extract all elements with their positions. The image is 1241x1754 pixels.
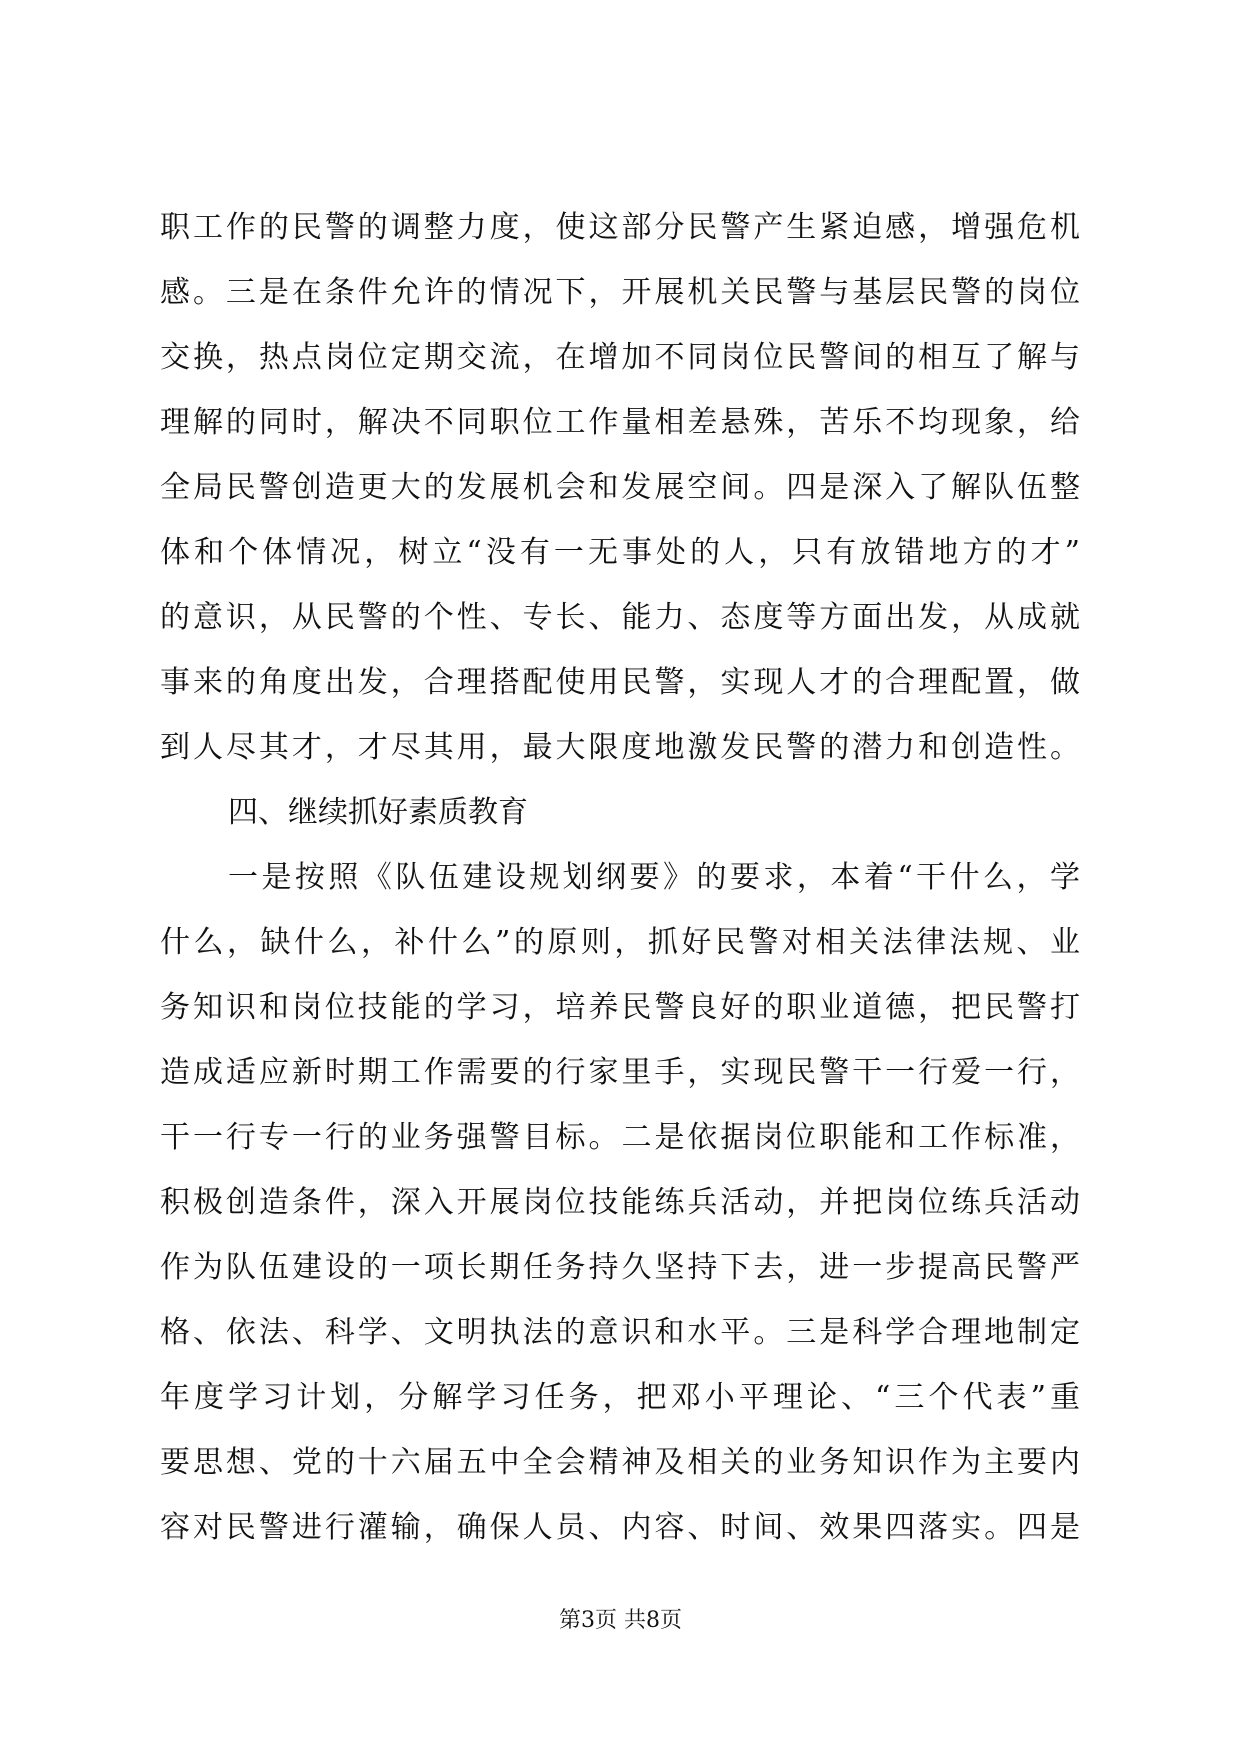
text-line: 的意识，从民警的个性、专长、能力、态度等方面出发，从成就	[160, 600, 1080, 635]
text-line: 容对民警进行灌输，确保人员、内容、时间、效果四落实。四是	[160, 1510, 1080, 1545]
text-line: 格、依法、科学、文明执法的意识和水平。三是科学合理地制定	[160, 1315, 1080, 1350]
text-line: 到人尽其才，才尽其用，最大限度地激发民警的潜力和创造性。	[160, 730, 1080, 765]
text-line: 务知识和岗位技能的学习，培养民警良好的职业道德，把民警打	[160, 990, 1080, 1025]
text-line: 全局民警创造更大的发展机会和发展空间。四是深入了解队伍整	[160, 470, 1080, 505]
text-line: 干一行专一行的业务强警目标。二是依据岗位职能和工作标准，	[160, 1120, 1080, 1155]
text-line: 作为队伍建设的一项长期任务持久坚持下去，进一步提高民警严	[160, 1250, 1080, 1285]
text-line: 要思想、党的十六届五中全会精神及相关的业务知识作为主要内	[160, 1445, 1080, 1480]
section-heading: 四、继续抓好素质教育	[228, 795, 528, 830]
text-line: 什么，缺什么，补什么”的原则，抓好民警对相关法律法规、业	[160, 925, 1080, 960]
text-line: 年度学习计划，分解学习任务，把邓小平理论、“三个代表”重	[160, 1380, 1080, 1415]
text-line: 交换，热点岗位定期交流，在增加不同岗位民警间的相互了解与	[160, 340, 1080, 375]
text-line: 职工作的民警的调整力度，使这部分民警产生紧迫感，增强危机	[160, 210, 1080, 245]
text-line: 事来的角度出发，合理搭配使用民警，实现人才的合理配置，做	[160, 665, 1080, 700]
body-text	[160, 208, 1080, 1573]
page-number-footer: 第3页 共8页	[559, 1608, 682, 1633]
text-line: 感。三是在条件允许的情况下，开展机关民警与基层民警的岗位	[160, 275, 1080, 310]
text-line: 理解的同时，解决不同职位工作量相差悬殊，苦乐不均现象，给	[160, 405, 1080, 440]
text-line: 体和个体情况，树立“没有一无事处的人，只有放错地方的才”	[160, 535, 1080, 570]
text-line: 造成适应新时期工作需要的行家里手，实现民警干一行爱一行，	[160, 1055, 1080, 1090]
text-line: 积极创造条件，深入开展岗位技能练兵活动，并把岗位练兵活动	[160, 1185, 1080, 1220]
text-line: 一是按照《队伍建设规划纲要》的要求，本着“干什么，学	[228, 860, 1080, 895]
